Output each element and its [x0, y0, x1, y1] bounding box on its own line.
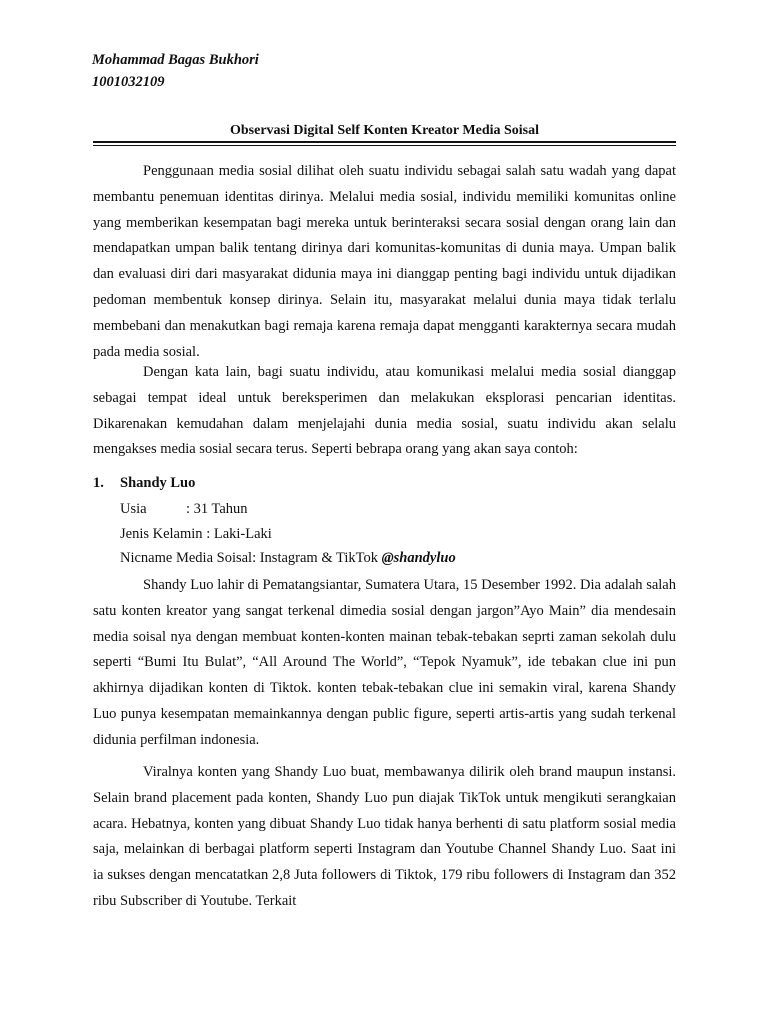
gender-label: Jenis Kelamin	[120, 525, 203, 542]
subject-heading	[93, 472, 195, 494]
title-rule-thin	[93, 145, 676, 146]
intro-paragraph-2: Dengan kata lain, bagi suatu individu, atau komunikasi melalui media sosial dianggap sebagai tempat ideal untuk bereksperimen dan melakukan eksplorasi pencarian identitas. Dikarenakan kemudahan dalam menjelajahi dunia media sosial, suatu individu akan selalu mengakses media sosial secara terus. Seperti bebrapa orang yang akan saya contoh:	[93, 364, 676, 458]
nickname-label: Nicname Media Soisal: Instagram & TikTok	[120, 550, 378, 566]
intro-paragraph-1-block	[93, 159, 676, 365]
subject-name: Shandy Luo	[120, 475, 196, 491]
subject-paragraph-2-block	[93, 760, 676, 915]
author-name: Mohammad Bagas Bukhori	[92, 52, 259, 68]
subject-paragraph-1: Shandy Luo lahir di Pematangsiantar, Sumatera Utara, 15 Desember 1992. Dia adalah salah satu konten kreator yang sangat terkenal dimedia sosial dengan jargon”Ayo Main” dia mendesain media soisal nya dengan membuat konten-konten mainan tebak-tebakan seprti zaman sekolah dulu seperti “Bumi Itu Bulat”, “All Around The World”, “Tepok Nyamuk”, ide tebakan clue ini pun akhirnya dijadikan konten di Tiktok. konten tebak-tebakan clue ini semakin viral, karena Shandy Luo punya kesempatan memainkannya dengan public figure, seperti artis-artis yang sudah terkenal didunia perfilman indonesia.	[93, 577, 676, 748]
gender-value: : Laki-Laki	[206, 525, 272, 542]
intro-paragraph-2-block	[93, 360, 676, 463]
subject-details	[120, 497, 456, 571]
author-block	[92, 50, 259, 93]
subject-number: 1.	[93, 475, 104, 491]
age-value: : 31 Tahun	[186, 501, 248, 517]
social-handle: @shandyluo	[381, 550, 456, 566]
age-row	[120, 497, 456, 522]
gender-row	[120, 522, 456, 547]
title-rule-thick	[93, 141, 676, 143]
age-label: Usia	[120, 501, 147, 517]
nickname-row	[120, 546, 456, 571]
document-title: Observasi Digital Self Konten Kreator Media Soisal	[229, 123, 540, 138]
intro-paragraph-1: Penggunaan media sosial dilihat oleh suatu individu sebagai salah satu wadah yang dapat membantu penemuan identitas dirinya. Melalui media sosial, individu memiliki komunitas online yang memberikan kesempatan bagi mereka untuk berinteraksi secara sosial dengan orang lain dan mendapatkan umpan balik tentang dirinya dari komunitas-komunitas di dunia maya. Umpan balik dan evaluasi diri dari masyarakat didunia maya ini dianggap penting bagi individu untuk dijadikan pedoman membentuk konsep dirinya. Selain itu, masyarakat melalui dunia maya tidak terlalu membebani dan menakutkan bagi remaja karena remaja dapat mengganti karakternya secara mudah pada media sosial.	[93, 163, 676, 360]
subject-paragraph-2: Viralnya konten yang Shandy Luo buat, membawanya dilirik oleh brand maupun instansi. Selain brand placement pada konten, Shandy Luo pun diajak TikTok untuk mengikuti serangkaian acara. Hebatnya, konten yang dibuat Shandy Luo tidak hanya berhenti di satu platform sosial media saja, melainkan di berbagai platform seperti Instagram dan Youtube Channel Shandy Luo. Saat ini ia sukses dengan mencatatkan 2,8 Juta followers di Tiktok, 179 ribu followers di Instagram dan 352 ribu Subscriber di Youtube. Terkait	[93, 764, 676, 909]
subject-paragraph-1-block	[93, 573, 676, 754]
student-id: 1001032109	[92, 73, 165, 90]
